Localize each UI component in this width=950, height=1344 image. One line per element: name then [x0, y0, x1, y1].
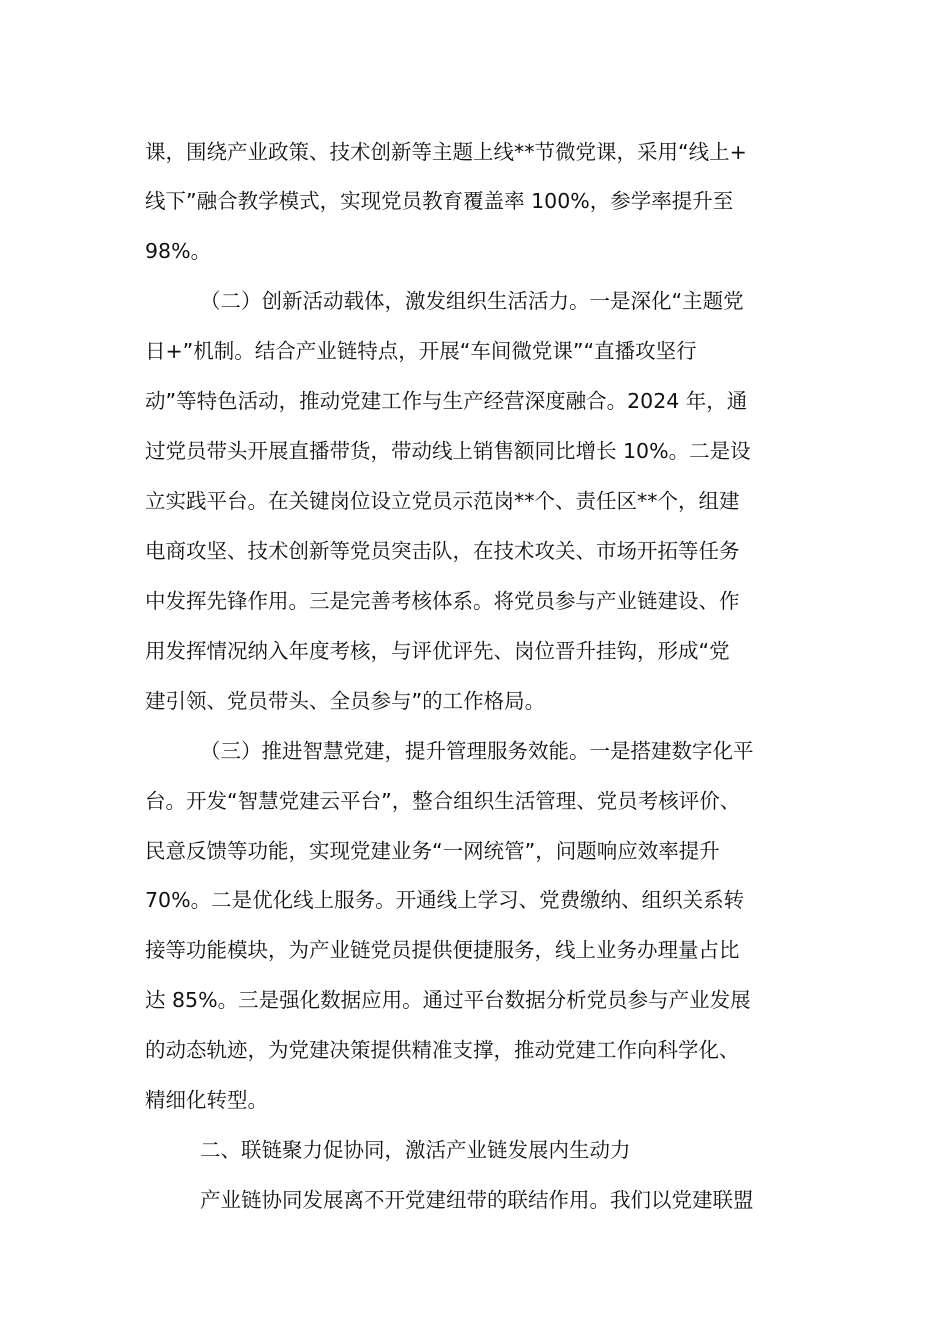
paragraph-line: 线下”融合教学模式，实现党员教育覆盖率 100%，参学率提升至: [145, 189, 734, 213]
section-heading-line: （二）创新活动载体，激发组织生活活力。一是深化“主题党: [200, 289, 744, 313]
paragraph-line: 日+”机制。结合产业链特点，开展“车间微党课”“直播攻坚行: [145, 339, 697, 363]
paragraph-line: 98%。: [145, 239, 212, 263]
paragraph-line: 的动态轨迹，为党建决策提供精准支撑，推动党建工作向科学化、: [145, 1038, 740, 1062]
paragraph-line: 电商攻坚、技术创新等党员突击队，在技术攻关、市场开拓等任务: [145, 539, 740, 563]
section-heading-line: （三）推进智慧党建，提升管理服务效能。一是搭建数字化平: [200, 739, 754, 763]
paragraph-line: 过党员带头开展直播带货，带动线上销售额同比增长 10%。二是设: [145, 439, 751, 463]
paragraph-line: 70%。二是优化线上服务。开通线上学习、党费缴纳、组织关系转: [145, 888, 745, 912]
paragraph-line: 产业链协同发展离不开党建纽带的联结作用。我们以党建联盟: [200, 1188, 754, 1212]
chapter-heading-line: 二、联链聚力促协同，激活产业链发展内生动力: [200, 1138, 631, 1162]
paragraph-line: 民意反馈等功能，实现党建业务“一网统管”，问题响应效率提升: [145, 839, 720, 863]
paragraph-line: 接等功能模块，为产业链党员提供便捷服务，线上业务办理量占比: [145, 938, 740, 962]
paragraph-line: 台。开发“智慧党建云平台”，整合组织生活管理、党员考核评价、: [145, 789, 741, 813]
paragraph-line: 中发挥先锋作用。三是完善考核体系。将党员参与产业链建设、作: [145, 589, 740, 613]
paragraph-line: 建引领、党员带头、全员参与”的工作格局。: [145, 689, 546, 713]
paragraph-line: 动”等特色活动，推动党建工作与生产经营深度融合。2024 年，通: [145, 389, 748, 413]
paragraph-line: 精细化转型。: [145, 1088, 268, 1112]
paragraph-line: 立实践平台。在关键岗位设立党员示范岗**个、责任区**个，组建: [145, 489, 740, 513]
paragraph-line: 课，围绕产业政策、技术创新等主题上线**节微党课，采用“线上+: [145, 140, 747, 164]
paragraph-line: 用发挥情况纳入年度考核，与评优评先、岗位晋升挂钩，形成“党: [145, 639, 730, 663]
paragraph-line: 达 85%。三是强化数据应用。通过平台数据分析党员参与产业发展: [145, 988, 751, 1012]
